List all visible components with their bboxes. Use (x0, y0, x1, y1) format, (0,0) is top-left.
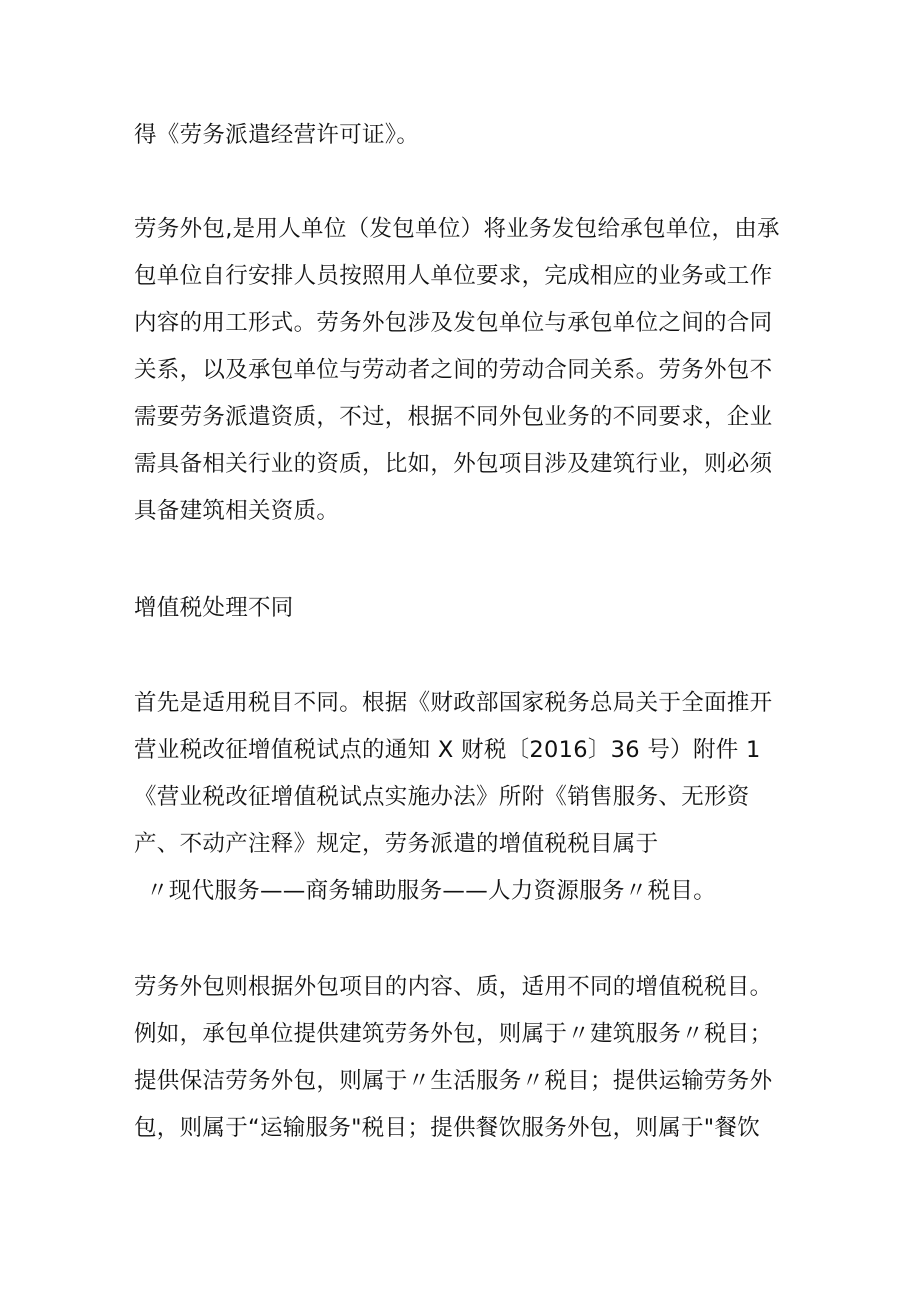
text-line: 劳务外包则根据外包项目的内容、质，适用不同的增值税税目。 (134, 974, 773, 1000)
text-line: 〃现代服务——商务辅助服务——人力资源服务〃税目。 (146, 878, 717, 904)
text-line: 内容的用工形式。劳务外包涉及发包单位与承包单位之间的合同 (134, 310, 773, 336)
text-line: 包，则属于“运输服务"税目；提供餐饮服务外包，则属于"餐饮 (134, 1115, 761, 1141)
text-line: 产、不动产注释》规定，劳务派遣的增值税税目属于 (134, 831, 659, 857)
section-heading: 增值税处理不同 (134, 595, 294, 621)
text-line: 具备建筑相关资质。 (134, 498, 340, 524)
text-line: 包单位自行安排人员按照用人单位要求，完成相应的业务或工作 (134, 263, 773, 289)
text-line: 关系，以及承包单位与劳动者之间的劳动合同关系。劳务外包不 (134, 357, 773, 383)
text-line: 营业税改征增值税试点的通知 X 财税〔2016〕36 号）附件 1 (134, 737, 761, 763)
text-line: 提供保洁劳务外包，则属于〃生活服务〃税目；提供运输劳务外 (134, 1068, 773, 1094)
text-line: 需具备相关行业的资质，比如，外包项目涉及建筑行业，则必须 (134, 451, 773, 477)
text-line: 需要劳务派遣资质，不过，根据不同外包业务的不同要求，企业 (134, 404, 773, 430)
text-line: 例如，承包单位提供建筑劳务外包，则属于〃建筑服务〃税目； (134, 1021, 773, 1047)
text-line: 劳务外包,是用人单位（发包单位）将业务发包给承包单位，由承 (134, 216, 780, 242)
text-line: 得《劳务派遣经营许可证》。 (134, 122, 420, 148)
text-line: 《营业税改征增值税试点实施办法》所附《销售服务、无形资 (134, 784, 750, 810)
text-line: 首先是适用税目不同。根据《财政部国家税务总局关于全面推开 (134, 690, 773, 716)
